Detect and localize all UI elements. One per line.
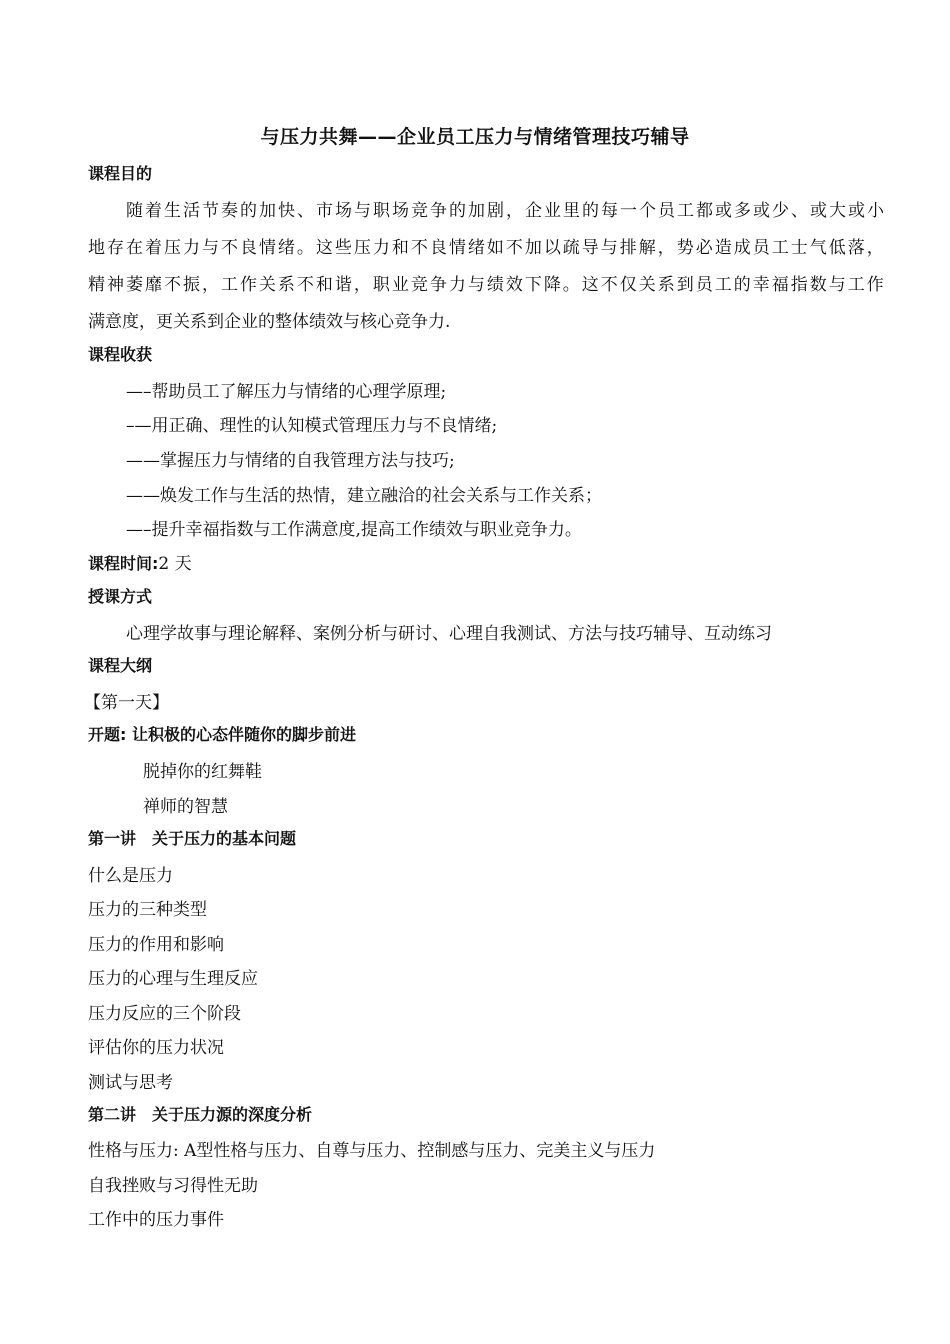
gains-item-4: ——焕发工作与生活的热情，建立融洽的社会关系与工作关系； xyxy=(126,486,602,506)
outline-heading: 课程大纲 xyxy=(88,656,153,675)
lecture2-item-3: 工作中的压力事件 xyxy=(88,1210,224,1230)
gains-item-3: ——掌握压力与情绪的自我管理方法与技巧; xyxy=(126,451,455,471)
lecture2-item-1: 性格与压力: A型性格与压力、自尊与压力、控制感与压力、完美主义与压力 xyxy=(88,1141,656,1161)
purpose-heading: 课程目的 xyxy=(88,164,153,183)
opening-heading: 开题: 让积极的心态伴随你的脚步前进 xyxy=(88,725,356,744)
lecture1-item-2: 压力的三种类型 xyxy=(88,900,207,920)
purpose-line-4: 满意度，更关系到企业的整体绩效与核心竞争力. xyxy=(88,312,451,332)
lecture2-item-2: 自我挫败与习得性无助 xyxy=(88,1176,258,1196)
method-text: 心理学故事与理论解释、案例分析与研讨、心理自我测试、方法与技巧辅导、互动练习 xyxy=(126,624,772,644)
lecture1-item-4: 压力的心理与生理反应 xyxy=(88,969,258,989)
day1-label: 【第一天】 xyxy=(84,693,169,713)
lecture1-heading: 第一讲 关于压力的基本问题 xyxy=(88,829,297,848)
opening-item-2: 禅师的智慧 xyxy=(143,797,228,817)
gains-heading: 课程收获 xyxy=(88,345,153,364)
gains-item-5: —–提升幸福指数与工作满意度,提高工作绩效与职业竞争力。 xyxy=(126,520,582,540)
lecture1-item-5: 压力反应的三个阶段 xyxy=(88,1004,241,1024)
duration-label: 课程时间: xyxy=(88,554,159,573)
lecture1-item-1: 什么是压力 xyxy=(88,866,173,886)
purpose-line-2: 地存在着压力与不良情绪。这些压力和不良情绪如不加以疏导与排解，势必造成员工士气低落， xyxy=(88,238,884,258)
duration-value: 2 天 xyxy=(158,554,192,574)
lecture1-item-7: 测试与思考 xyxy=(88,1073,173,1093)
gains-item-2: –—用正确、理性的认知模式管理压力与不良情绪; xyxy=(126,416,498,436)
lecture2-heading: 第二讲 关于压力源的深度分析 xyxy=(88,1105,313,1124)
lecture1-item-3: 压力的作用和影响 xyxy=(88,935,224,955)
document-title: 与压力共舞——企业员工压力与情绪管理技巧辅导 xyxy=(260,126,690,148)
gains-item-1: —–帮助员工了解压力与情绪的心理学原理; xyxy=(126,382,447,402)
method-heading: 授课方式 xyxy=(88,587,153,606)
duration-line xyxy=(88,549,192,574)
purpose-line-3: 精神萎靡不振，工作关系不和谐，职业竞争力与绩效下降。这不仅关系到员工的幸福指数与工作 xyxy=(88,275,884,295)
opening-item-1: 脱掉你的红舞鞋 xyxy=(143,762,262,782)
purpose-line-1: 随着生活节奏的加快、市场与职场竞争的加剧，企业里的每一个员工都或多或少、或大或小 xyxy=(126,201,884,221)
lecture1-item-6: 评估你的压力状况 xyxy=(88,1038,224,1058)
